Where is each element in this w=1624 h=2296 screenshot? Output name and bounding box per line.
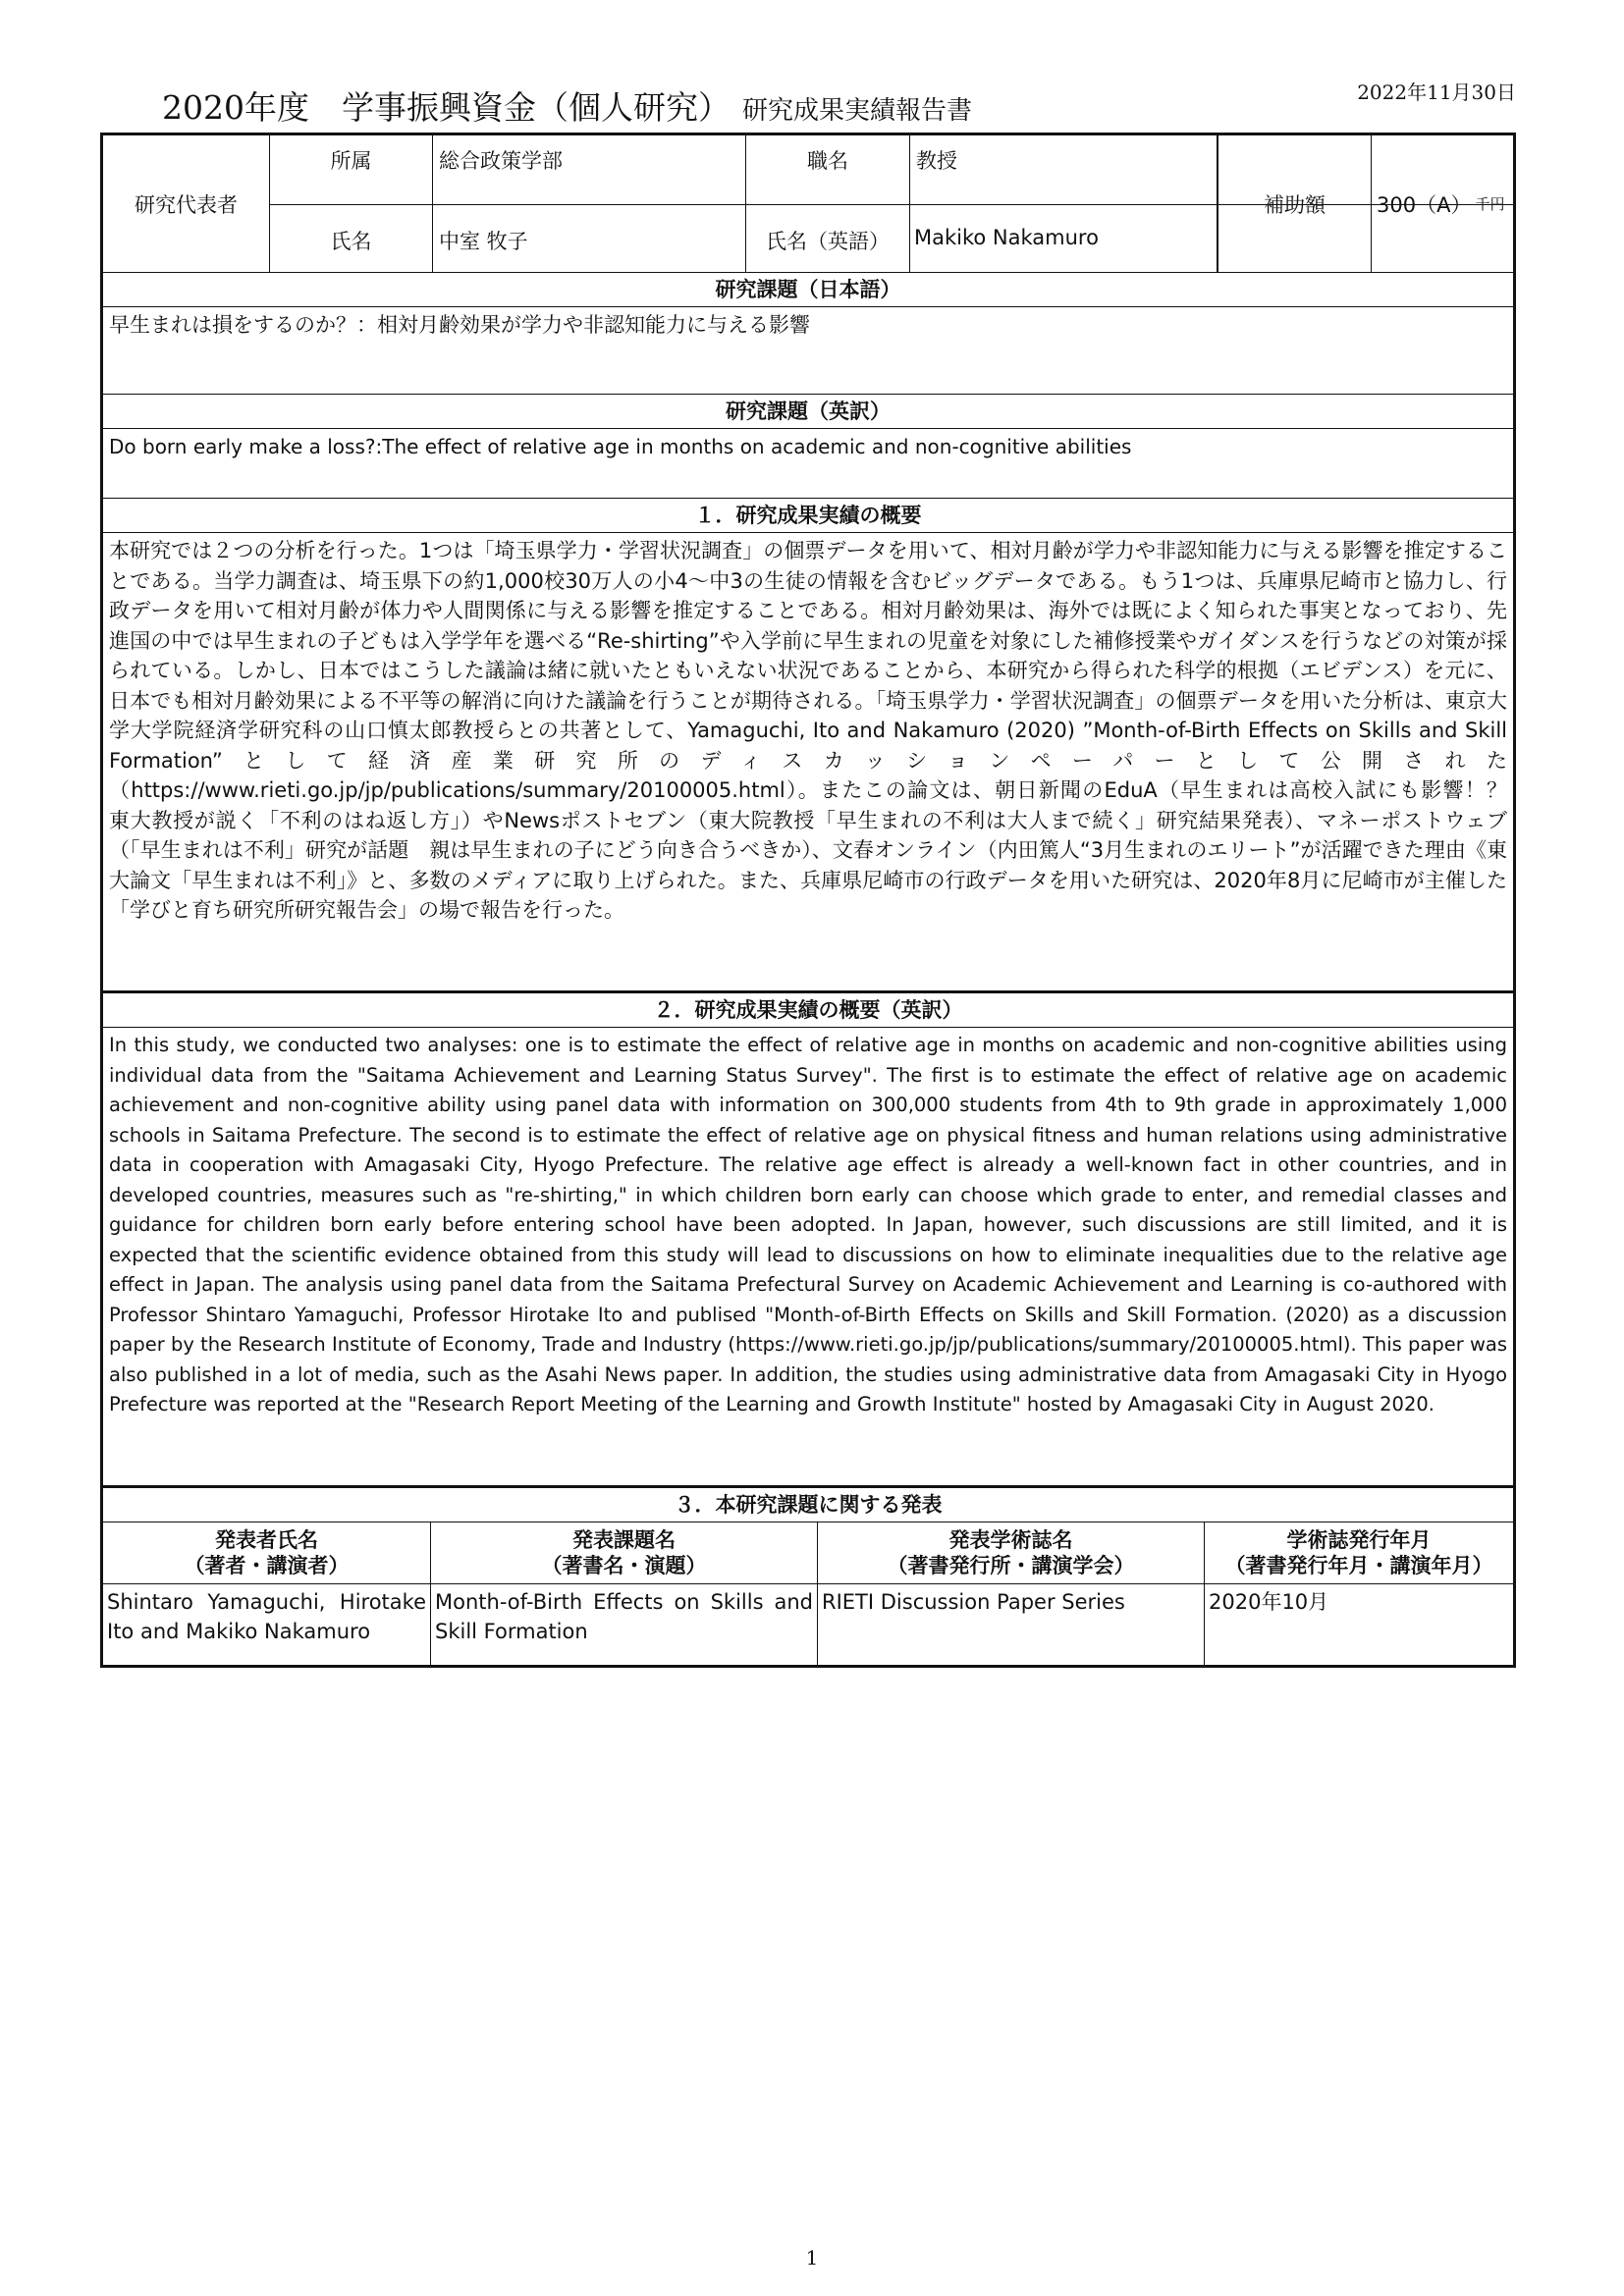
name-en-value-cell — [910, 204, 1218, 273]
rep-label: 研究代表者 — [135, 192, 238, 217]
col-presenter-l1: 発表者氏名 — [215, 1528, 318, 1552]
row-title: Month-of-Birth Effects on Skills and Skill Formation — [435, 1590, 813, 1643]
summary-ja-section — [103, 499, 1528, 993]
col-title-l1: 発表課題名 — [572, 1528, 676, 1552]
summary-ja-text: 本研究では２つの分析を行った。1つは「埼玉県学力・学習状況調査」の個票データを用いて、相対月齢が学力や非認知能力に与える影響を推定することである。当学力調査は、埼玉県下の約1,000校30万人の小4〜中3の生徒の情報を含むビッグデータである。もう1つは、兵庫県尼崎市と協力し、行政データを用いて相対月齢が体力や人間関係に与える影響を推定することである。相対月齢効果は、海外では既によく知られた事実となっており、先進国の中では早生まれの子どもは入学学年を選べる“Re-shirting”や入学前に早生まれの児童を対象にした補修授業やガイダンスを行うなどの対策が採られている。しかし、日本ではこうした議論は緒に就いたともいえない状況であることから、本研究から得られた科学的根拠（エビデンス）を元に、日本でも相対月齢効果による不平等の解消に向けた議論を行うことが期待される。「埼玉県学力・学習状況調査」の個票データを用いた分析は、東京大学大学院経済学研究科の山口慎太郎教授らとの共著として、Yamaguchi, Ito and Nakamuro (2020) ”Month-of-Birth Effects on Skills and Skill Formation”として経済産業研究所のディスカッションペーパーとして公開された（https://www.rieti.go.jp/jp/publications/summary/20100005.html）。またこの論文は、朝日新聞のEduA（早生まれは高校入試にも影響！？ 東大教授が説く「不利のはね返し方」）やNewsポストセブン（東大院教授「早生まれの不利は大人まで続く」研究結果発表）、マネーポストウェブ（「早生まれは不利」研究が話題 親は早生まれの子にどう向き合うべきか）、文春オンライン（内田篤人“3月生まれのエリート”が活躍できた理由《東大論文「早生まれは不利」》と、多数のメディアに取り上げられた。また、兵庫県尼崎市の行政データを用いた研究は、2020年8月に尼崎市が主催した「学びと育ち研究所研究報告会」の場で報告を行った。 — [109, 539, 1528, 922]
row-journal: RIETI Discussion Paper Series — [822, 1590, 1125, 1614]
page-title — [162, 82, 972, 129]
row-date-cell — [1205, 1584, 1513, 1665]
col-title-l2: （著書名・演題） — [541, 1554, 707, 1577]
rep-label-cell — [103, 135, 270, 272]
affil-label-cell — [270, 135, 433, 204]
summary-ja-heading: １．研究成果実績の概要 — [103, 499, 1513, 533]
name-value: 中室 牧子 — [439, 230, 528, 253]
name-en-label-cell — [746, 204, 910, 273]
presentations-heading: ３．本研究課題に関する発表 — [103, 1488, 1513, 1522]
name-label: 氏名 — [330, 230, 372, 253]
row-presenter: Shintaro Yamaguchi, Hirotake Ito and Makiko Nakamuro — [107, 1590, 426, 1643]
grant-value-cell — [1372, 135, 1513, 272]
topic-ja-heading: 研究課題（日本語） — [103, 273, 1513, 307]
summary-en-section — [103, 993, 1513, 1488]
summary-en-heading: ２．研究成果実績の概要（英訳） — [103, 993, 1513, 1028]
topic-ja-text: 早生まれは損をするのか？：相対月齢効果が学力や非認知能力に与える影響 — [109, 313, 810, 337]
position-label: 職名 — [807, 149, 848, 173]
affil-label: 所属 — [330, 149, 372, 173]
topic-en-text: Do born early make a loss?:The effect of relative age in months on academic and non-cognitive abilities — [109, 435, 1132, 458]
name-value-cell — [433, 204, 746, 273]
topic-ja-section — [103, 273, 1513, 395]
col-journal-header — [818, 1522, 1205, 1583]
col-date-l1: 学術誌発行年月 — [1286, 1528, 1432, 1552]
title-sub: 研究成果実績報告書 — [741, 96, 972, 126]
name-label-cell — [270, 204, 433, 273]
affil-value-cell — [433, 135, 746, 204]
row-journal-cell — [818, 1584, 1205, 1665]
position-label-cell — [746, 135, 910, 204]
grant-unit: 千円 — [1475, 195, 1505, 213]
report-date: 2022年11月30日 — [1357, 80, 1516, 104]
col-presenter-header — [103, 1522, 431, 1583]
row-date: 2020年10月 — [1209, 1590, 1329, 1614]
col-title-header — [431, 1522, 818, 1583]
col-presenter-l2: （著者・講演者） — [184, 1554, 350, 1577]
report-form — [100, 133, 1528, 1668]
topic-en-section — [103, 395, 1513, 499]
col-date-header — [1205, 1522, 1513, 1583]
title-main: 2020年度 学事振興資金（個人研究） — [162, 88, 731, 127]
affil-value: 総合政策学部 — [439, 149, 563, 173]
position-value-cell — [910, 135, 1218, 204]
row-title-cell — [431, 1584, 818, 1665]
col-journal-l2: （著書発行所・講演学会） — [887, 1554, 1135, 1577]
grant-label: 補助額 — [1264, 192, 1326, 217]
col-journal-l1: 発表学術誌名 — [948, 1528, 1073, 1552]
summary-en-text: In this study, we conducted two analyses: one is to estimate the effect of relative age in months on academic and non-cognitive abilities using individual data from the "Saitama Achievement and Learning Status Survey". The first is to estimate the effect of relative age on academic achievement and non-cognitive ability using panel data with information on 300,000 students from 4th to 9th grade in approximately 1,000 schools in Saitama Prefecture. The second is to estimate the effect of relative age on physical fitness and human relations using administrative data in cooperation with Amagasaki City, Hyogo Prefecture. The relative age effect is already a well-known fact in other countries, and in developed countries, measures such as "re-shirting," in which children born early can choose which grade to enter, and remedial classes and guidance for children born early before entering school have been adopted. In Japan, however, such discussions are still limited, and it is expected that the scientific evidence obtained from this study will lead to discussions on how to eliminate inequalities due to the relative age effect in Japan. The analysis using panel data from the Saitama Prefectural Survey on Academic Achievement and Learning is co-authored with Professor Shintaro Yamaguchi, Professor Hirotake Ito and publised "Month-of-Birth Effects on Skills and Skill Formation. (2020) as a discussion paper by the Research Institute of Economy, Trade and Industry (https://www.rieti.go.jp/jp/publications/summary/20100005.html). This paper was also published in a lot of media, such as the Asahi News paper. In addition, the studies using administrative data from Amagasaki City in Hyogo Prefecture was reported at the "Research Report Meeting of the Learning and Growth Institute" hosted by Amagasaki City in August 2020. — [109, 1034, 1507, 1415]
topic-en-heading: 研究課題（英訳） — [103, 395, 1513, 429]
table-row — [103, 1584, 1513, 1665]
grant-label-cell — [1218, 135, 1372, 272]
presentations-header-row — [103, 1522, 1513, 1584]
grant-value: 300（A） — [1377, 192, 1472, 217]
info-block — [103, 135, 1513, 273]
col-date-l2: （著書発行年月・講演年月） — [1224, 1554, 1493, 1577]
row-presenter-cell — [103, 1584, 431, 1665]
page-number: 1 — [805, 2246, 819, 2269]
name-en-value: Makiko Nakamuro — [914, 226, 1099, 249]
position-value: 教授 — [916, 149, 957, 173]
presentations-section — [103, 1488, 1513, 1665]
name-en-label: 氏名（英語） — [766, 230, 890, 253]
